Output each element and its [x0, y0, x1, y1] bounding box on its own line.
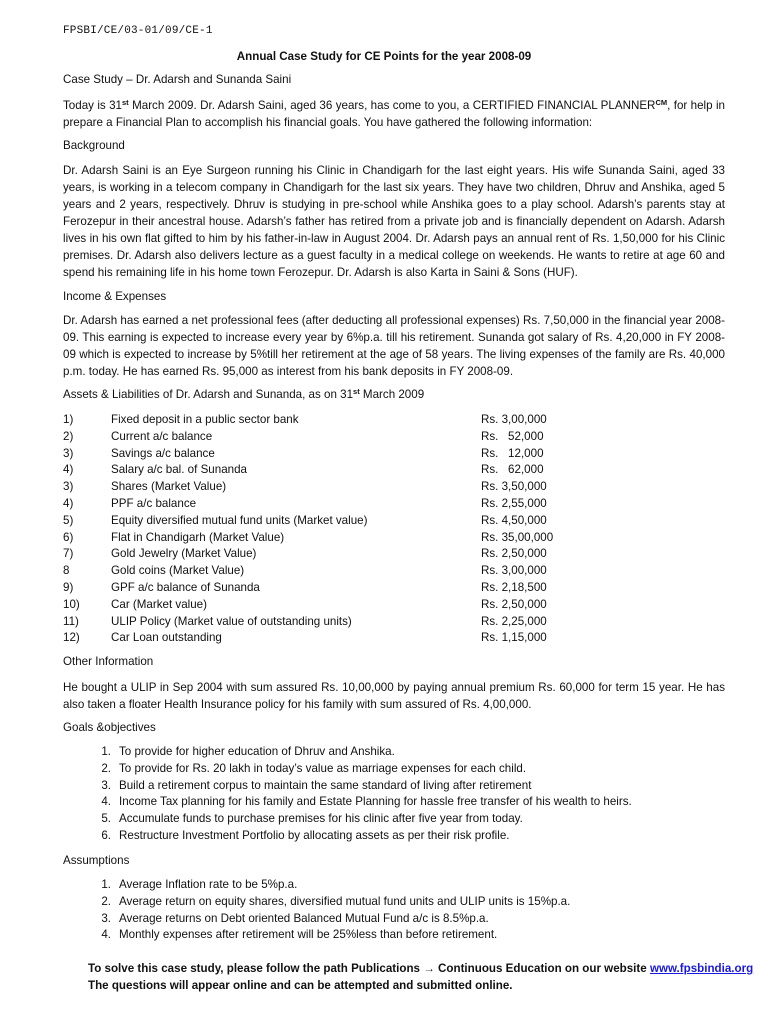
asset-description: Car (Market value) [111, 597, 207, 611]
asset-row [63, 545, 725, 562]
asset-value: Rs. 2,18,500 [481, 581, 547, 594]
asset-number: 4) [63, 463, 74, 477]
goal-item-text: To provide for Rs. 20 lakh in today’s value as marriage expenses for each child. [119, 761, 527, 775]
assumption-item-text: Monthly expenses after retirement will be 25%less than before retirement. [119, 928, 498, 942]
asset-description: PPF a/c balance [111, 497, 197, 510]
asset-value: Rs. 3,50,000 [481, 480, 547, 494]
asset-row [63, 529, 725, 546]
asset-value: Rs. 4,50,000 [481, 513, 547, 527]
background-paragraph: Dr. Adarsh Saini is an Eye Surgeon running his Clinic in Chandigarh for the last eight years. His wife Sunanda Saini, aged 33 years, is working in a telecom company in Chandigarh for the last six years. They have two children, Dhruv and Anshika, aged 5 years and 2 years, respectively. Dhruv is studying in pre-school while Anshika goes to a play school. Adarsh’s parents stay at Ferozepur in their ancestral house. Adarsh’s father has retired from a private job and is financially dependent on Adarsh. Adarsh lives in his own flat gifted to him by his father-in-law in August 2004. Dr. Adarsh pays an annual rent of Rs. 1,50,000 for his Clinic premises. Dr. Adarsh also delivers lecture as a guest faculty in a medical college on weekends. He wants to retire at age 60 and spend his remaining life in his home town Ferozepur. Dr. Adarsh is also Karta in Saini & Sons (HUF). [63, 164, 725, 279]
asset-description: Savings a/c balance [111, 446, 215, 460]
assets-heading: Assets & Liabilities of Dr. Adarsh and Sunanda, as on 31st March 2009 [63, 387, 425, 401]
asset-row [63, 579, 725, 596]
background-heading: Background [63, 139, 125, 152]
asset-value: Rs. 3,00,000 [481, 564, 547, 578]
assumption-item-number: 4. [101, 928, 111, 942]
asset-value: Rs. 3,00,000 [481, 413, 547, 426]
goal-item-text: Restructure Investment Portfolio by allocating assets as per their risk profile. [119, 829, 510, 842]
asset-description: Gold Jewelry (Market Value) [111, 547, 257, 561]
asset-number: 9) [63, 581, 74, 594]
asset-number: 5) [63, 513, 74, 527]
income-heading: Income & Expenses [63, 290, 167, 303]
asset-row [63, 461, 725, 478]
goal-item-text: Income Tax planning for his family and Estate Planning for hassle free transfer of his wealth to heirs. [119, 795, 632, 809]
asset-value: Rs. 1,15,000 [481, 631, 547, 645]
asset-number: 4) [63, 497, 74, 510]
footer-line-2: The questions will appear online and can be attempted and submitted online. [88, 979, 513, 992]
asset-value: Rs. 12,000 [481, 446, 544, 460]
asset-value: Rs. 2,50,000 [481, 547, 547, 561]
other-info-heading: Other Information [63, 655, 154, 668]
asset-number: 12) [63, 631, 80, 645]
asset-number: 6) [63, 530, 74, 544]
asset-value: Rs. 2,25,000 [481, 614, 547, 628]
asset-description: Flat in Chandigarh (Market Value) [111, 530, 285, 544]
goal-item-number: 3. [101, 778, 111, 792]
asset-number: 11) [63, 614, 79, 628]
asset-description: Gold coins (Market Value) [111, 564, 245, 578]
intro-paragraph: Today is 31st March 2009. Dr. Adarsh Saini, aged 36 years, has come to you, a CERTIFIED FINANCIAL $PLANNER^{CM}$, for help in prepare a Financial Plan to accomplish his financial goals. You have gathered the following information: [63, 98, 726, 129]
asset-number: 3) [63, 480, 74, 494]
other-info-paragraph: He bought a ULIP in Sep 2004 with sum assured Rs. 10,00,000 by paying annual premium Rs. 60,000 for term 15 year. He has also taken a floater Health Insurance policy for his family with sum assured of Rs. 4,00,000. [63, 681, 725, 711]
asset-value: Rs. 2,55,000 [481, 497, 547, 510]
goal-item-number: 4. [101, 795, 111, 809]
asset-row [63, 512, 725, 529]
assumption-item-number: 3. [101, 911, 111, 925]
asset-description: Shares (Market Value) [111, 480, 227, 494]
asset-row [63, 445, 725, 462]
asset-description: Fixed deposit in a public sector bank [111, 413, 299, 426]
assumption-item-number: 2. [101, 894, 111, 908]
asset-description: Current a/c balance [111, 429, 213, 443]
asset-number: 2) [63, 429, 74, 443]
asset-description: Car Loan outstanding [111, 631, 222, 645]
asset-number: 10) [63, 597, 80, 611]
asset-row [63, 596, 725, 613]
asset-description: Salary a/c bal. of Sunanda [111, 463, 247, 477]
goal-item-number: 5. [101, 812, 111, 826]
asset-number: 8 [63, 564, 70, 578]
asset-number: 1) [63, 413, 74, 426]
assumption-item-text: Average return on equity shares, diversified mutual fund units and ULIP units is 15%p.a. [119, 894, 571, 908]
goal-item-number: 6. [101, 829, 111, 842]
asset-row [63, 613, 725, 630]
goal-item-text: Accumulate funds to purchase premises for his clinic after five year from today. [119, 812, 523, 826]
asset-description: GPF a/c balance of Sunanda [111, 581, 260, 594]
assumption-item-text: Average returns on Debt oriented Balanced Mutual Fund a/c is 8.5%p.a. [119, 911, 489, 925]
case-study-subtitle: Case Study – Dr. Adarsh and Sunanda Saini [63, 73, 292, 86]
goal-item-text: To provide for higher education of Dhruv and Anshika. [119, 745, 395, 758]
asset-value: Rs. 2,50,000 [481, 597, 547, 611]
asset-number: 7) [63, 547, 74, 561]
asset-row [63, 478, 725, 495]
goal-item-text: Build a retirement corpus to maintain the same standard of living after retirement [119, 778, 532, 792]
website-link[interactable]: www.fpsbindia.org [649, 962, 754, 975]
goal-item-number: 1. [101, 745, 111, 758]
asset-number: 3) [63, 446, 74, 460]
assumption-item-number: 1. [101, 878, 111, 891]
goal-item-number: 2. [101, 761, 111, 775]
assumption-item-text: Average Inflation rate to be 5%p.a. [119, 878, 298, 891]
asset-row [63, 428, 725, 445]
asset-description: ULIP Policy (Market value of outstanding units) [111, 614, 352, 628]
asset-row [63, 495, 725, 512]
footer-line-1: To solve this case study, please follow the path Publications → Continuous Education on our website www.fpsbindia.org [88, 962, 754, 975]
document-id: FPSBI/CE/03-01/09/CE-1 [63, 25, 213, 37]
asset-row [63, 411, 725, 428]
asset-row [63, 629, 725, 646]
income-paragraph: Dr. Adarsh has earned a net professional fees (after deducting all professional expenses) Rs. 7,50,000 in the financial year 2008-09. This earning is expected to increase every year by 6%p.a. till his retirement. Sunanda got salary of Rs. 4,20,000 in FY 2008-09 which is expected to increase by 5%till her retirement at the age of 58 years. The living expenses of the family are Rs. 40,000 p.m. today. He has earned Rs. 95,000 as interest from his bank deposits in FY 2008-09. [63, 314, 725, 378]
asset-row [63, 562, 725, 579]
assumptions-heading: Assumptions [63, 854, 130, 867]
asset-value: Rs. 62,000 [481, 463, 544, 477]
asset-description: Equity diversified mutual fund units (Market value) [111, 513, 368, 527]
goals-heading: Goals &objectives [63, 721, 156, 734]
asset-value: Rs. 52,000 [481, 429, 544, 443]
document-title: Annual Case Study for CE Points for the year 2008-09 [236, 50, 532, 63]
asset-value: Rs. 35,00,000 [481, 530, 554, 544]
